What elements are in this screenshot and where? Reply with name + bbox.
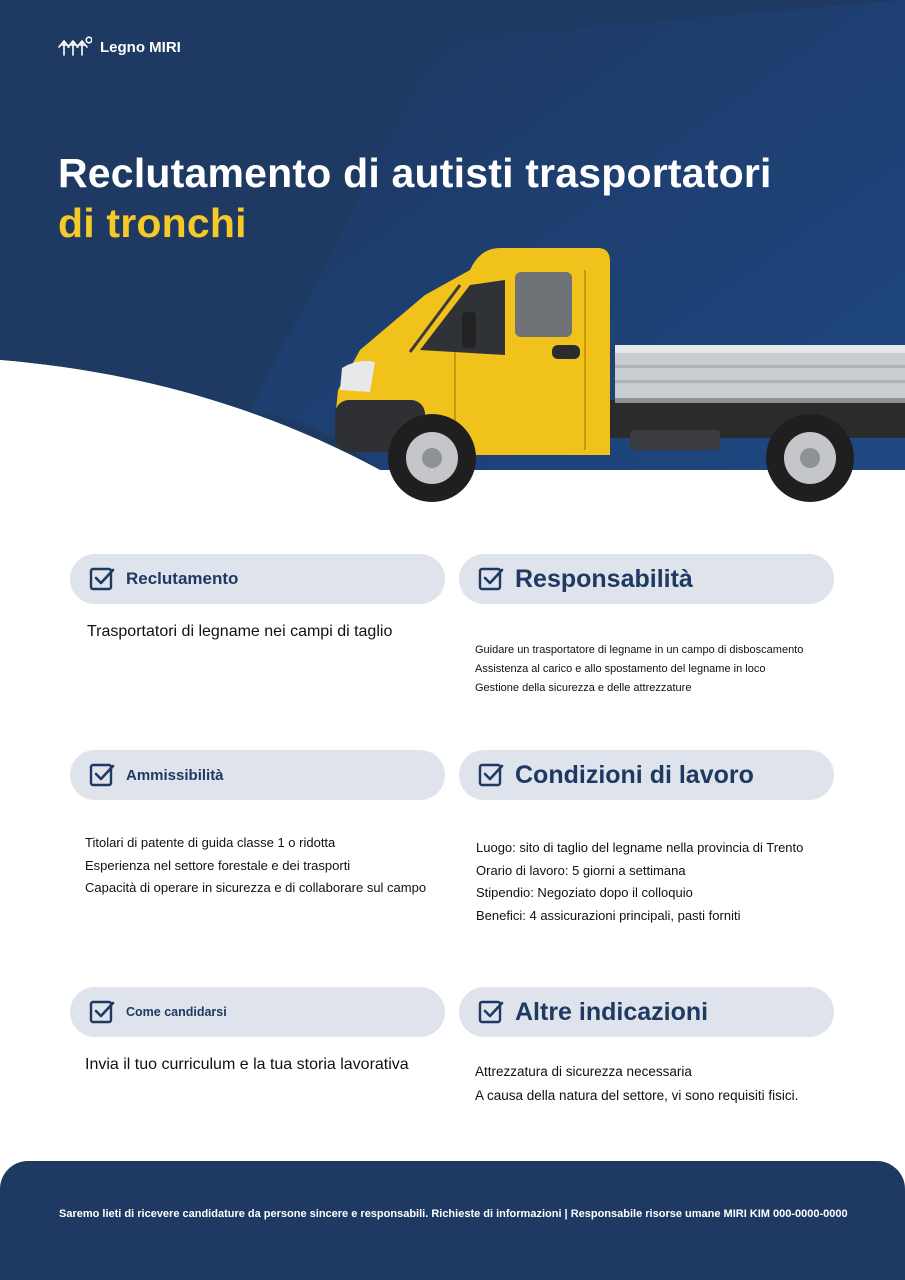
- text-line: Trasportatori di legname nei campi di taglio: [87, 623, 393, 640]
- checkbox-checked-icon: [88, 761, 116, 789]
- trees-sun-icon: [58, 36, 92, 58]
- footer: [0, 1161, 905, 1280]
- recruitment-text: [87, 623, 392, 641]
- checkbox-checked-icon: [477, 998, 505, 1026]
- apply-text: [85, 1056, 409, 1074]
- section-header-recruitment: [70, 554, 445, 604]
- checkbox-checked-icon: [88, 565, 116, 593]
- text-line: Titolari di patente di guida classe 1 o ridotta: [85, 835, 336, 850]
- section-heading: Come candidarsi: [126, 1005, 227, 1019]
- yellow-flatbed-truck-image: [330, 240, 905, 502]
- other-text: [475, 1060, 798, 1108]
- text-line: Esperienza nel settore forestale e dei trasporti: [85, 857, 351, 873]
- section-header-conditions: [459, 750, 834, 800]
- hero-banner: [0, 0, 905, 520]
- text-line: A causa della natura del settore, vi sono requisiti fisici.: [475, 1088, 799, 1103]
- text-line: Gestione della sicurezza e delle attrezzature: [475, 682, 692, 694]
- section-heading: Responsabilità: [515, 564, 693, 593]
- page-title: [58, 148, 772, 248]
- section-heading: Condizioni di lavoro: [515, 760, 754, 789]
- text-line: Invia il tuo curriculum e la tua storia lavorativa: [85, 1056, 409, 1073]
- text-line: Guidare un trasportatore di legname in un campo di disboscamento: [475, 644, 804, 656]
- checkbox-checked-icon: [477, 565, 505, 593]
- section-heading: Reclutamento: [126, 569, 239, 588]
- eligibility-text: [85, 832, 426, 900]
- brand-logo[interactable]: [58, 36, 181, 58]
- text-line: Stipendio: Negoziato dopo il colloquio: [476, 885, 693, 901]
- checkbox-checked-icon: [88, 998, 116, 1026]
- brand-name: Legno MIRI: [100, 38, 181, 56]
- text-line: Capacità di operare in sicurezza e di collaborare sul campo: [85, 880, 427, 895]
- section-header-responsibility: [459, 554, 834, 604]
- section-header-eligibility: [70, 750, 445, 800]
- title-line-1: Reclutamento di autisti trasportatori: [58, 150, 772, 196]
- text-line: Luogo: sito di taglio del legname nella provincia di Trento: [476, 840, 804, 855]
- text-line: Benefici: 4 assicurazioni principali, pasti forniti: [476, 908, 741, 924]
- footer-contact-text: Saremo lieti di ricevere candidature da persone sincere e responsabili. Richieste di informazioni | Responsabile risorse umane MIRI KIM 000-0000-0000: [59, 1208, 848, 1220]
- section-heading: Ammissibilità: [126, 766, 224, 784]
- text-line: Attrezzatura di sicurezza necessaria: [475, 1064, 692, 1079]
- text-line: Orario di lavoro: 5 giorni a settimana: [476, 862, 686, 878]
- section-header-other: [459, 987, 834, 1037]
- section-header-apply: [70, 987, 445, 1037]
- text-line: Assistenza al carico e allo spostamento del legname in loco: [475, 663, 766, 675]
- title-line-2: di tronchi: [58, 200, 247, 246]
- section-heading: Altre indicazioni: [515, 997, 709, 1026]
- checkbox-checked-icon: [477, 761, 505, 789]
- responsibility-text: [475, 641, 803, 698]
- conditions-text: [476, 837, 803, 928]
